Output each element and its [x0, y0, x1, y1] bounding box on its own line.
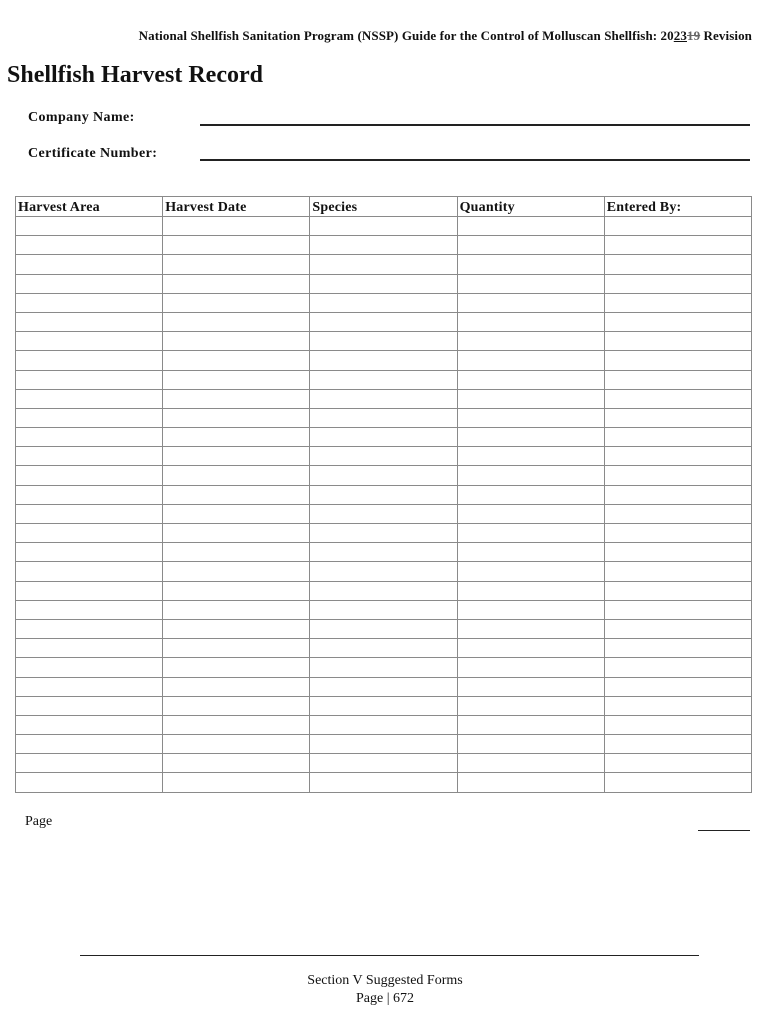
company-name-label: Company Name: [28, 110, 135, 125]
table-cell[interactable] [310, 217, 457, 236]
table-cell[interactable] [16, 447, 163, 466]
table-cell[interactable] [16, 677, 163, 696]
column-header-harvest-area: Harvest Area [16, 197, 163, 217]
header-revision: Revision [700, 28, 752, 43]
table-cell[interactable] [604, 236, 751, 255]
table-cell[interactable] [457, 408, 604, 427]
table-row [16, 255, 752, 274]
table-cell[interactable] [310, 677, 457, 696]
table-cell[interactable] [16, 332, 163, 351]
table-cell[interactable] [16, 619, 163, 638]
table-row [16, 600, 752, 619]
table-cell[interactable] [604, 581, 751, 600]
table-row [16, 562, 752, 581]
table-cell[interactable] [16, 408, 163, 427]
table-cell[interactable] [16, 639, 163, 658]
table-cell[interactable] [16, 504, 163, 523]
table-row [16, 677, 752, 696]
column-header-quantity: Quantity [457, 197, 604, 217]
table-cell[interactable] [457, 715, 604, 734]
table-cell[interactable] [16, 735, 163, 754]
table-row [16, 715, 752, 734]
table-cell[interactable] [163, 274, 310, 293]
table-cell[interactable] [163, 504, 310, 523]
table-cell[interactable] [310, 447, 457, 466]
table-row [16, 217, 752, 236]
table-cell[interactable] [310, 658, 457, 677]
table-cell[interactable] [310, 370, 457, 389]
table-cell[interactable] [310, 735, 457, 754]
table-cell[interactable] [457, 619, 604, 638]
header-inserted-year: 23 [673, 28, 687, 43]
table-cell[interactable] [16, 236, 163, 255]
table-cell[interactable] [16, 715, 163, 734]
table-cell[interactable] [457, 754, 604, 773]
table-row [16, 543, 752, 562]
table-cell[interactable] [457, 217, 604, 236]
table-cell[interactable] [163, 543, 310, 562]
footer-section: Section V Suggested Forms [307, 973, 463, 988]
table-cell[interactable] [16, 351, 163, 370]
table-cell[interactable] [457, 370, 604, 389]
table-cell[interactable] [163, 773, 310, 792]
table-cell[interactable] [163, 293, 310, 312]
table-cell[interactable] [604, 715, 751, 734]
table-cell[interactable] [16, 370, 163, 389]
table-cell[interactable] [310, 581, 457, 600]
table-cell[interactable] [163, 677, 310, 696]
table-cell[interactable] [457, 255, 604, 274]
table-cell[interactable] [163, 600, 310, 619]
table-cell[interactable] [604, 255, 751, 274]
table-cell[interactable] [604, 274, 751, 293]
table-cell[interactable] [310, 504, 457, 523]
table-cell[interactable] [163, 428, 310, 447]
table-cell[interactable] [457, 696, 604, 715]
table-cell[interactable] [310, 543, 457, 562]
table-cell[interactable] [163, 715, 310, 734]
table-cell[interactable] [604, 619, 751, 638]
table-cell[interactable] [457, 332, 604, 351]
table-cell[interactable] [310, 524, 457, 543]
table-cell[interactable] [310, 408, 457, 427]
table-cell[interactable] [457, 466, 604, 485]
table-cell[interactable] [604, 600, 751, 619]
table-cell[interactable] [16, 389, 163, 408]
table-body [16, 217, 752, 793]
certificate-number-field[interactable] [200, 159, 750, 161]
table-cell[interactable] [163, 332, 310, 351]
table-cell[interactable] [310, 754, 457, 773]
table-cell[interactable] [310, 389, 457, 408]
table-row [16, 639, 752, 658]
table-row [16, 293, 752, 312]
header-deleted-year: 19 [686, 28, 701, 43]
footer-page-number: Page | 672 [355, 991, 415, 1006]
table-cell[interactable] [604, 524, 751, 543]
table-row [16, 524, 752, 543]
table-row [16, 236, 752, 255]
table-cell[interactable] [163, 255, 310, 274]
table-cell[interactable] [604, 658, 751, 677]
table-row [16, 504, 752, 523]
table-cell[interactable] [604, 466, 751, 485]
table-cell[interactable] [457, 485, 604, 504]
table-cell[interactable] [163, 524, 310, 543]
table-cell[interactable] [310, 351, 457, 370]
page-title: Shellfish Harvest Record [7, 62, 263, 88]
table-cell[interactable] [16, 524, 163, 543]
table-row [16, 389, 752, 408]
table-cell[interactable] [16, 274, 163, 293]
table-cell[interactable] [16, 466, 163, 485]
table-cell[interactable] [457, 428, 604, 447]
table-cell[interactable] [457, 236, 604, 255]
table-cell[interactable] [604, 217, 751, 236]
column-header-entered-by: Entered By: [604, 197, 751, 217]
table-cell[interactable] [16, 581, 163, 600]
table-row [16, 754, 752, 773]
table-cell[interactable] [163, 562, 310, 581]
table-cell[interactable] [310, 562, 457, 581]
company-name-field[interactable] [200, 124, 750, 126]
page-label: Page [25, 814, 53, 829]
header-text: National Shellfish Sanitation Program (NSSP) Guide for the Control of Molluscan Shellfish: 20 [138, 28, 674, 43]
table-cell[interactable] [604, 504, 751, 523]
harvest-record-table [15, 196, 752, 793]
table-cell[interactable] [457, 274, 604, 293]
table-cell[interactable] [163, 370, 310, 389]
table-cell[interactable] [163, 447, 310, 466]
table-cell[interactable] [310, 312, 457, 331]
table-cell[interactable] [163, 466, 310, 485]
table-cell[interactable] [16, 543, 163, 562]
page-number-field[interactable] [698, 830, 750, 831]
column-header-species: Species [310, 197, 457, 217]
table-cell[interactable] [457, 351, 604, 370]
table-cell[interactable] [457, 773, 604, 792]
table-cell[interactable] [604, 293, 751, 312]
table-cell[interactable] [16, 600, 163, 619]
table-cell[interactable] [604, 447, 751, 466]
table-cell[interactable] [604, 639, 751, 658]
table-cell[interactable] [604, 351, 751, 370]
table-cell[interactable] [604, 485, 751, 504]
table-cell[interactable] [457, 504, 604, 523]
table-cell[interactable] [163, 236, 310, 255]
table-cell[interactable] [457, 735, 604, 754]
table-cell[interactable] [604, 370, 751, 389]
table-row [16, 696, 752, 715]
table-cell[interactable] [163, 639, 310, 658]
table-cell[interactable] [310, 274, 457, 293]
table-cell[interactable] [604, 677, 751, 696]
table-cell[interactable] [16, 658, 163, 677]
table-cell[interactable] [310, 600, 457, 619]
table-cell[interactable] [457, 389, 604, 408]
table-row [16, 619, 752, 638]
table-row [16, 312, 752, 331]
table-cell[interactable] [604, 543, 751, 562]
table-cell[interactable] [163, 351, 310, 370]
table-cell[interactable] [604, 754, 751, 773]
table-header-row [16, 197, 752, 217]
table-cell[interactable] [310, 619, 457, 638]
table-cell[interactable] [16, 485, 163, 504]
table-cell[interactable] [604, 332, 751, 351]
table-cell[interactable] [457, 543, 604, 562]
table-row [16, 408, 752, 427]
table-cell[interactable] [310, 428, 457, 447]
table-cell[interactable] [16, 562, 163, 581]
footer-divider [80, 955, 699, 956]
table-cell[interactable] [16, 428, 163, 447]
table-cell[interactable] [457, 581, 604, 600]
table-cell[interactable] [163, 696, 310, 715]
table-row [16, 332, 752, 351]
table-cell[interactable] [163, 312, 310, 331]
table-cell[interactable] [16, 255, 163, 274]
table-cell[interactable] [310, 773, 457, 792]
table-cell[interactable] [604, 428, 751, 447]
table-cell[interactable] [457, 562, 604, 581]
table-cell[interactable] [604, 389, 751, 408]
table-cell[interactable] [16, 696, 163, 715]
table-cell[interactable] [457, 677, 604, 696]
table-row [16, 351, 752, 370]
table-cell[interactable] [604, 696, 751, 715]
table-row [16, 466, 752, 485]
table-cell[interactable] [604, 735, 751, 754]
table-row [16, 428, 752, 447]
table-cell[interactable] [457, 447, 604, 466]
table-cell[interactable] [604, 408, 751, 427]
table-cell[interactable] [457, 293, 604, 312]
table-row [16, 274, 752, 293]
table-cell[interactable] [163, 754, 310, 773]
certificate-number-label: Certificate Number: [28, 146, 158, 161]
table-row [16, 485, 752, 504]
table-cell[interactable] [16, 217, 163, 236]
table-cell[interactable] [310, 332, 457, 351]
table-row [16, 370, 752, 389]
table-cell[interactable] [457, 639, 604, 658]
table-cell[interactable] [310, 639, 457, 658]
document-header [0, 28, 770, 44]
table-cell[interactable] [604, 312, 751, 331]
table-cell[interactable] [16, 773, 163, 792]
table-cell[interactable] [457, 658, 604, 677]
table-cell[interactable] [163, 408, 310, 427]
table-cell[interactable] [310, 466, 457, 485]
table-cell[interactable] [457, 524, 604, 543]
table-cell[interactable] [604, 562, 751, 581]
table-cell[interactable] [163, 581, 310, 600]
table-cell[interactable] [16, 293, 163, 312]
table-cell[interactable] [310, 715, 457, 734]
table-cell[interactable] [163, 619, 310, 638]
table-row [16, 581, 752, 600]
table-row [16, 447, 752, 466]
table-cell[interactable] [310, 236, 457, 255]
table-cell[interactable] [310, 696, 457, 715]
table-cell[interactable] [457, 600, 604, 619]
table-row [16, 773, 752, 792]
table-cell[interactable] [16, 754, 163, 773]
table-cell[interactable] [604, 773, 751, 792]
table-cell[interactable] [163, 217, 310, 236]
table-cell[interactable] [163, 658, 310, 677]
table-cell[interactable] [163, 389, 310, 408]
table-cell[interactable] [163, 735, 310, 754]
table-row [16, 735, 752, 754]
table-cell[interactable] [310, 293, 457, 312]
table-cell[interactable] [16, 312, 163, 331]
table-cell[interactable] [457, 312, 604, 331]
table-cell[interactable] [310, 485, 457, 504]
column-header-harvest-date: Harvest Date [163, 197, 310, 217]
table-row [16, 658, 752, 677]
table-cell[interactable] [310, 255, 457, 274]
table-cell[interactable] [163, 485, 310, 504]
